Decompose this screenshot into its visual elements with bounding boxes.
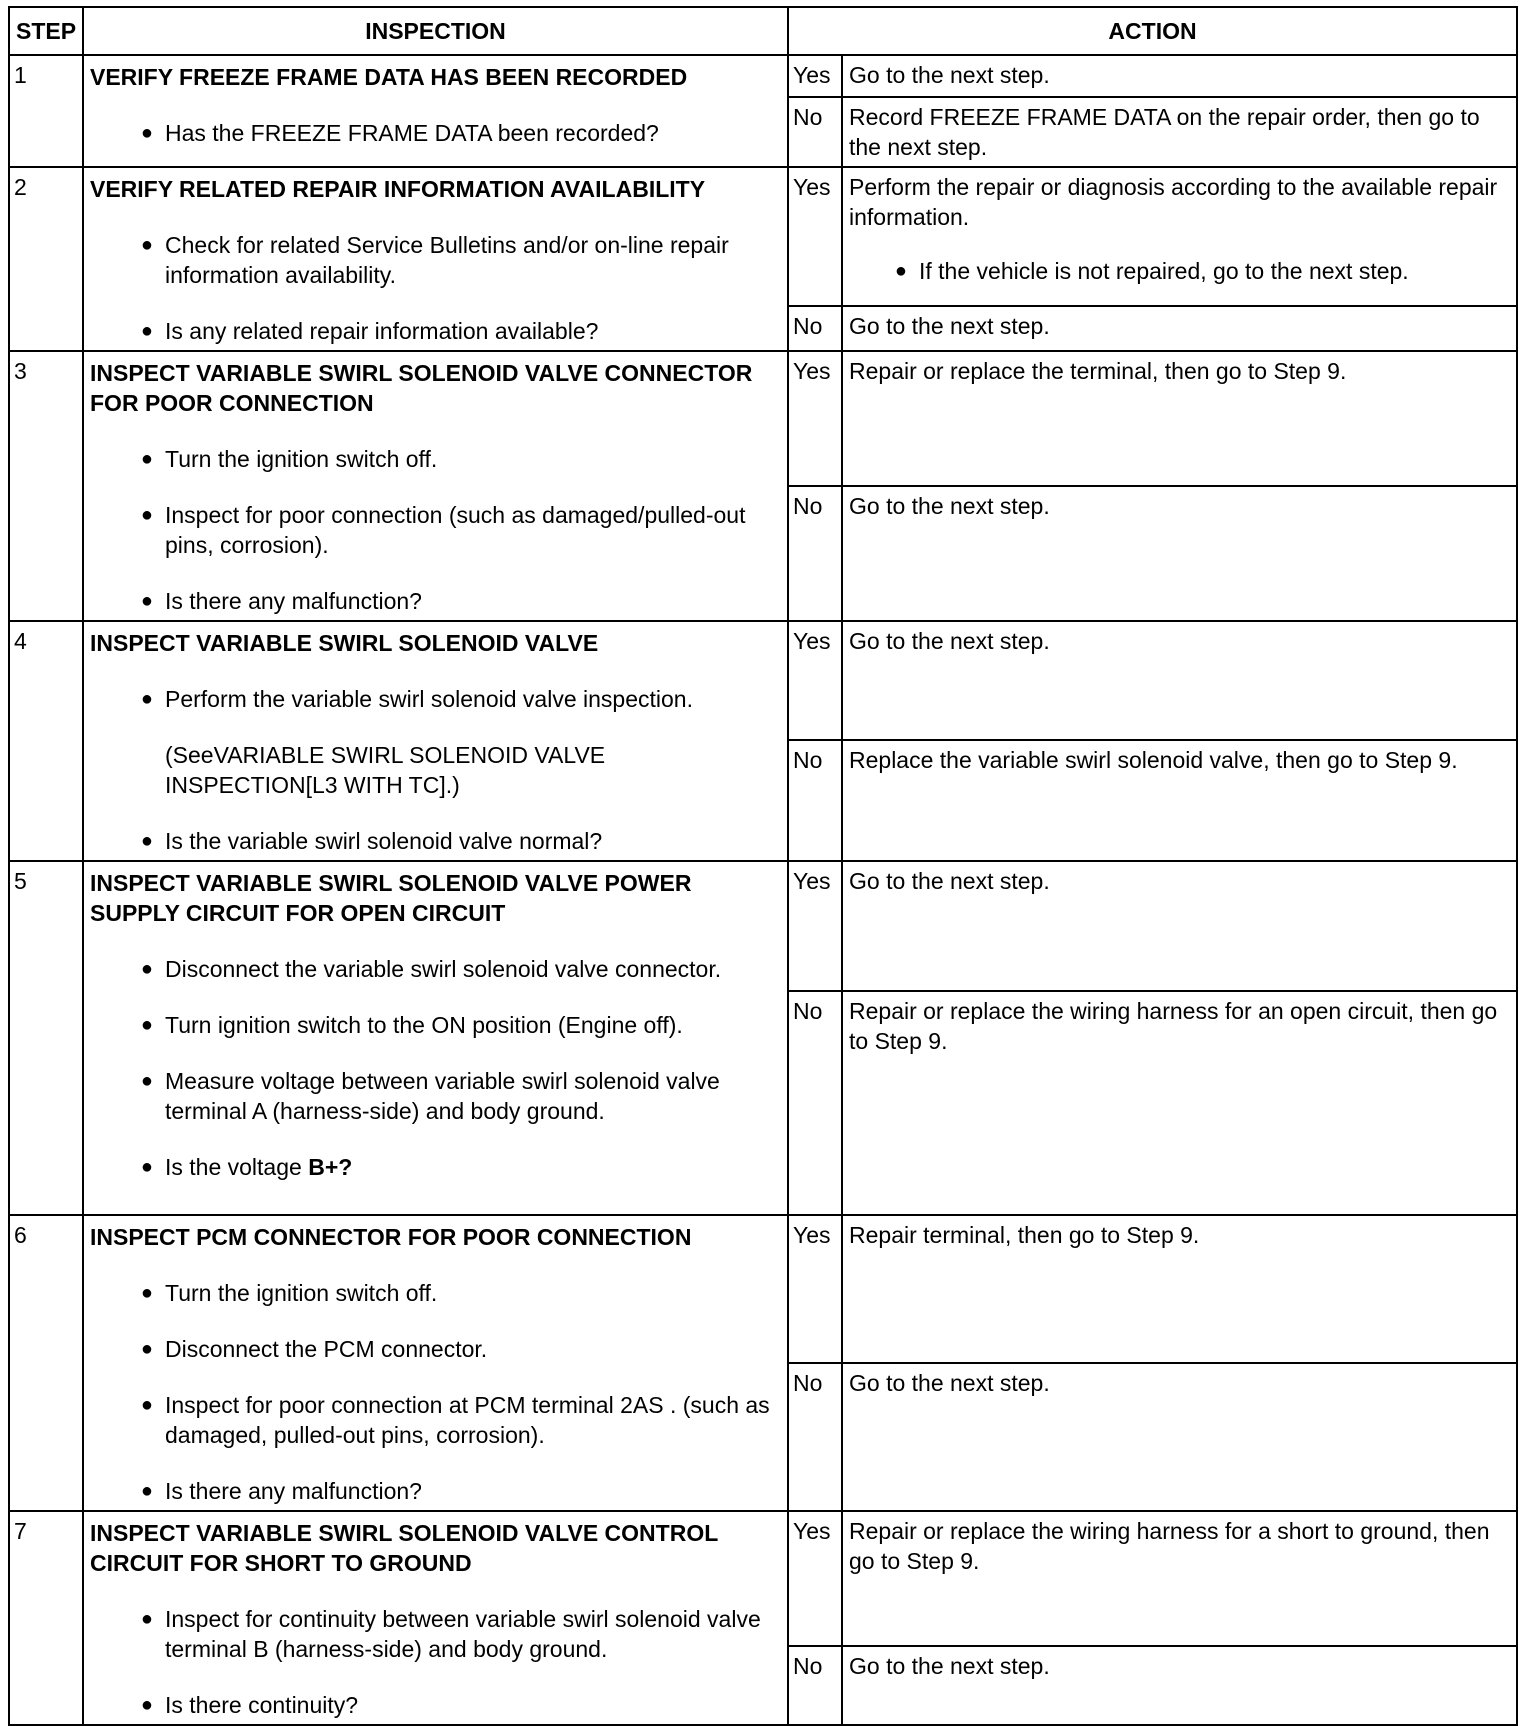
list-item: ● Is the variable swirl solenoid valve normal? bbox=[90, 826, 781, 856]
no-label: No bbox=[788, 991, 842, 1215]
no-action: Go to the next step. bbox=[842, 1646, 1517, 1725]
see-reference-note: (SeeVARIABLE SWIRL SOLENOID VALVE INSPECTION[L3 WITH TC].) bbox=[165, 742, 606, 798]
step-number: 4 bbox=[9, 621, 83, 861]
bullet-icon: ● bbox=[140, 234, 153, 256]
bullet-icon: ● bbox=[140, 1014, 153, 1036]
list-item: ● Inspect for continuity between variable swirl solenoid valve terminal B (harness-side) and body ground. bbox=[90, 1604, 781, 1664]
yes-label: Yes bbox=[788, 1215, 842, 1363]
bullet-icon: ● bbox=[140, 448, 153, 470]
no-label: No bbox=[788, 1363, 842, 1511]
bullet-icon: ● bbox=[140, 590, 153, 612]
bullet-icon: ● bbox=[140, 320, 153, 342]
step-number: 2 bbox=[9, 167, 83, 351]
inspection-cell bbox=[83, 351, 788, 621]
table-row bbox=[9, 1215, 1517, 1363]
bullet-icon: ● bbox=[140, 1070, 153, 1092]
inspection-cell bbox=[83, 1215, 788, 1511]
no-action: Go to the next step. bbox=[842, 486, 1517, 621]
header-inspection: INSPECTION bbox=[83, 7, 788, 55]
no-label: No bbox=[788, 306, 842, 351]
table-row bbox=[9, 1511, 1517, 1646]
bullet-icon: ● bbox=[140, 958, 153, 980]
list-item: ● Measure voltage between variable swirl solenoid valve terminal A (harness-side) and body ground. bbox=[90, 1066, 781, 1126]
header-action: ACTION bbox=[788, 7, 1517, 55]
list-item: ● If the vehicle is not repaired, go to the next step. bbox=[849, 256, 1510, 286]
yes-label: Yes bbox=[788, 55, 842, 97]
header-row bbox=[9, 7, 1517, 55]
yes-label: Yes bbox=[788, 621, 842, 740]
no-label: No bbox=[788, 740, 842, 861]
list-item: ● Check for related Service Bulletins and/or on-line repair information availability. bbox=[90, 230, 781, 290]
no-action: Go to the next step. bbox=[842, 1363, 1517, 1511]
list-item: ● Is any related repair information available? bbox=[90, 316, 781, 346]
yes-label: Yes bbox=[788, 1511, 842, 1646]
inspection-cell bbox=[83, 861, 788, 1215]
list-item: ● Disconnect the PCM connector. bbox=[90, 1334, 781, 1364]
yes-action: Go to the next step. bbox=[842, 861, 1517, 991]
table-row bbox=[9, 55, 1517, 97]
step-title: VERIFY FREEZE FRAME DATA HAS BEEN RECORDED bbox=[90, 64, 688, 90]
list-item: ● Is the voltage B+? bbox=[90, 1152, 781, 1182]
step-title: INSPECT VARIABLE SWIRL SOLENOID VALVE CONTROL CIRCUIT FOR SHORT TO GROUND bbox=[90, 1520, 718, 1576]
list-item: ● Is there any malfunction? bbox=[90, 1476, 781, 1506]
step-number: 6 bbox=[9, 1215, 83, 1511]
list-item: ● Is there continuity? bbox=[90, 1690, 781, 1720]
no-action: Replace the variable swirl solenoid valve, then go to Step 9. bbox=[842, 740, 1517, 861]
bullet-icon: ● bbox=[140, 830, 153, 852]
list-item: ● Disconnect the variable swirl solenoid valve connector. bbox=[90, 954, 781, 984]
inspection-cell bbox=[83, 55, 788, 167]
no-label: No bbox=[788, 486, 842, 621]
table-row bbox=[9, 167, 1517, 306]
bullet-icon: ● bbox=[140, 504, 153, 526]
yes-label: Yes bbox=[788, 861, 842, 991]
list-item: ● Inspect for poor connection at PCM terminal 2AS . (such as damaged, pulled-out pins, corrosion). bbox=[90, 1390, 781, 1450]
yes-label: Yes bbox=[788, 351, 842, 486]
step-title: INSPECT PCM CONNECTOR FOR POOR CONNECTION bbox=[90, 1224, 692, 1250]
no-label: No bbox=[788, 1646, 842, 1725]
bullet-icon: ● bbox=[140, 1608, 153, 1630]
list-item: ● Perform the variable swirl solenoid valve inspection. bbox=[90, 684, 781, 714]
header-step: STEP bbox=[9, 7, 83, 55]
yes-action: Repair or replace the terminal, then go to Step 9. bbox=[842, 351, 1517, 486]
no-action: Repair or replace the wiring harness for an open circuit, then go to Step 9. bbox=[842, 991, 1517, 1215]
bullet-icon: ● bbox=[894, 260, 907, 282]
bullet-icon: ● bbox=[140, 1394, 153, 1416]
bullet-icon: ● bbox=[140, 1480, 153, 1502]
diagnostic-table bbox=[8, 6, 1518, 1726]
list-item: ● Turn ignition switch to the ON position (Engine off). bbox=[90, 1010, 781, 1040]
step-title: INSPECT VARIABLE SWIRL SOLENOID VALVE CONNECTOR FOR POOR CONNECTION bbox=[90, 360, 753, 416]
bullet-icon: ● bbox=[140, 1338, 153, 1360]
no-label: No bbox=[788, 97, 842, 167]
table-row bbox=[9, 861, 1517, 991]
yes-action: Perform the repair or diagnosis according to the available repair information. bbox=[849, 174, 1498, 230]
yes-action: Repair terminal, then go to Step 9. bbox=[842, 1215, 1517, 1363]
step-number: 3 bbox=[9, 351, 83, 621]
step-number: 5 bbox=[9, 861, 83, 1215]
table-row bbox=[9, 621, 1517, 740]
table-row bbox=[9, 351, 1517, 486]
list-item: ● Turn the ignition switch off. bbox=[90, 1278, 781, 1308]
list-item: ● Has the FREEZE FRAME DATA been recorded? bbox=[90, 118, 781, 148]
list-item: ● Inspect for poor connection (such as damaged/pulled-out pins, corrosion). bbox=[90, 500, 781, 560]
yes-label: Yes bbox=[788, 167, 842, 306]
inspection-cell bbox=[83, 621, 788, 861]
bullet-icon: ● bbox=[140, 688, 153, 710]
bullet-icon: ● bbox=[140, 1156, 153, 1178]
inspection-cell bbox=[83, 1511, 788, 1725]
yes-action: Go to the next step. bbox=[842, 55, 1517, 97]
yes-action: Go to the next step. bbox=[842, 621, 1517, 740]
step-title: VERIFY RELATED REPAIR INFORMATION AVAILABILITY bbox=[90, 176, 706, 202]
yes-action: Repair or replace the wiring harness for a short to ground, then go to Step 9. bbox=[842, 1511, 1517, 1646]
bullet-icon: ● bbox=[140, 1694, 153, 1716]
list-item: ● Is there any malfunction? bbox=[90, 586, 781, 616]
bullet-icon: ● bbox=[140, 122, 153, 144]
list-item: ● Turn the ignition switch off. bbox=[90, 444, 781, 474]
yes-action-cell bbox=[842, 167, 1517, 306]
inspection-cell bbox=[83, 167, 788, 351]
no-action: Go to the next step. bbox=[842, 306, 1517, 351]
step-title: INSPECT VARIABLE SWIRL SOLENOID VALVE bbox=[90, 630, 599, 656]
step-number: 1 bbox=[9, 55, 83, 167]
bullet-icon: ● bbox=[140, 1282, 153, 1304]
step-title: INSPECT VARIABLE SWIRL SOLENOID VALVE POWER SUPPLY CIRCUIT FOR OPEN CIRCUIT bbox=[90, 870, 692, 926]
no-action: Record FREEZE FRAME DATA on the repair order, then go to the next step. bbox=[842, 97, 1517, 167]
step-number: 7 bbox=[9, 1511, 83, 1725]
